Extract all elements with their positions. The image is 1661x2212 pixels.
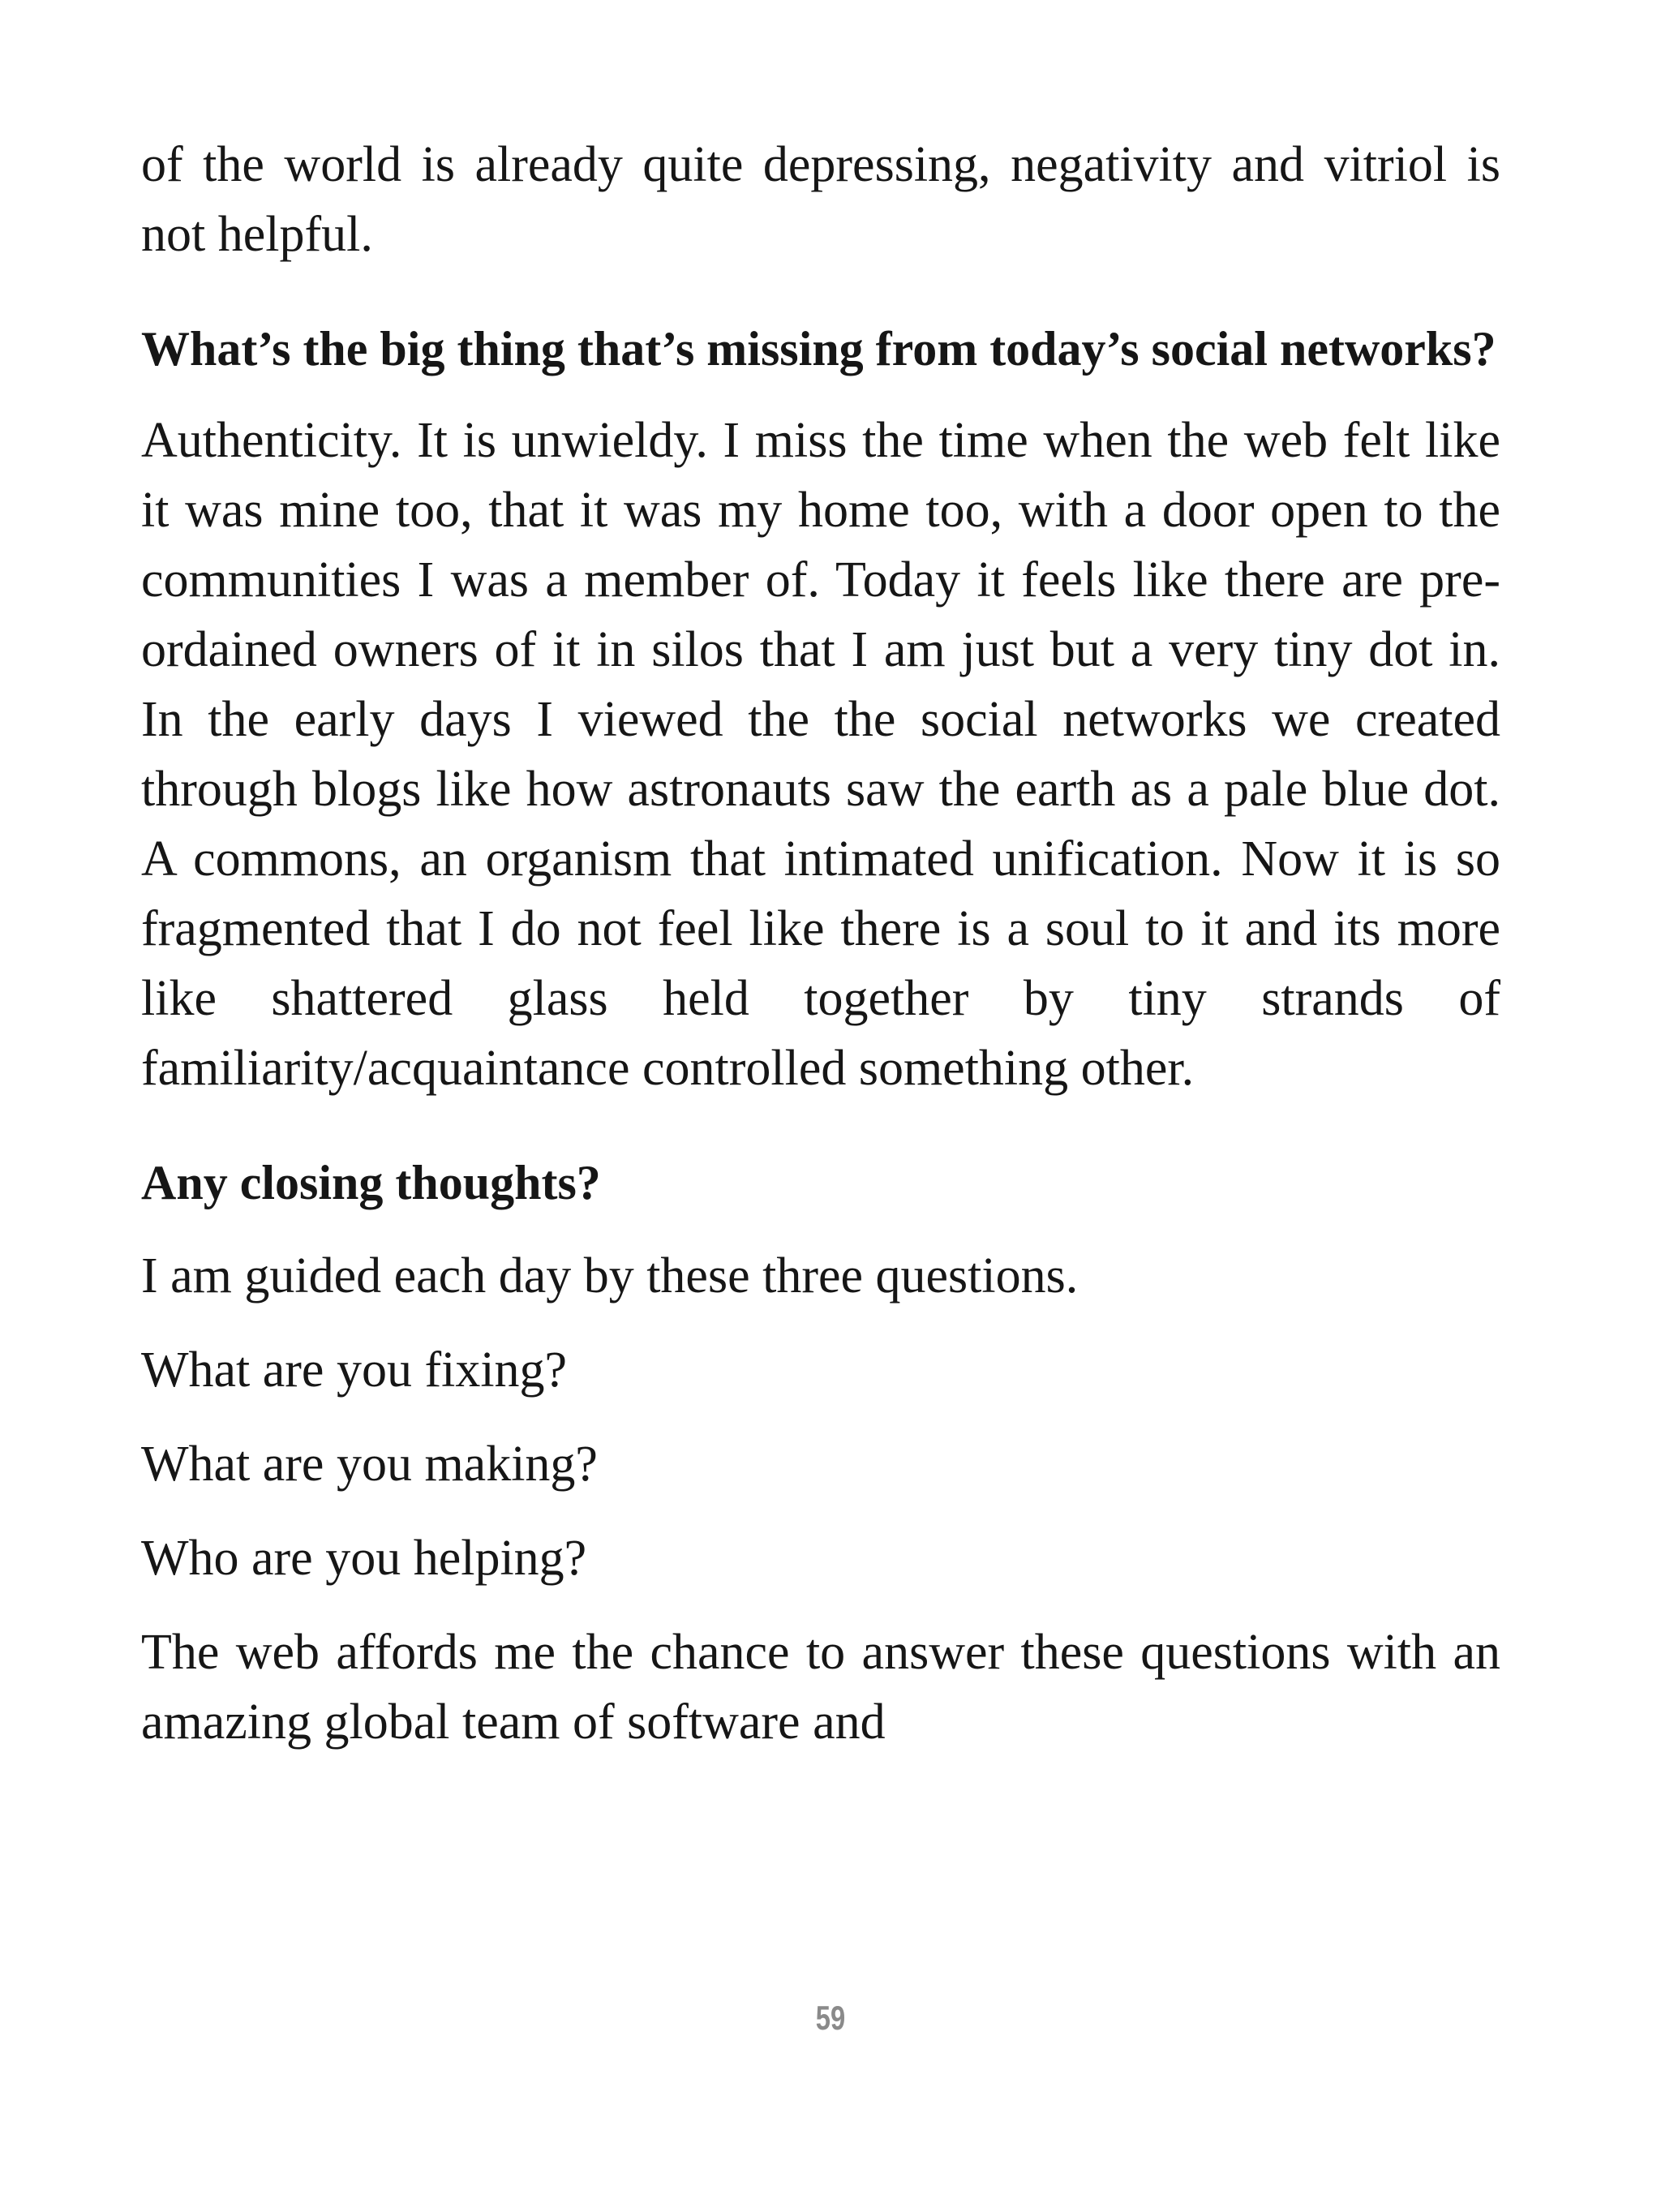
spacer — [141, 1499, 1500, 1523]
question-line-fixing: What are you fixing? — [141, 1342, 568, 1398]
answer-paragraph-guided: I am guided each day by these three questions. — [141, 1248, 1079, 1304]
answer-paragraph-web: The web affords me the chance to answer these questions with an amazing global team of software and — [141, 1625, 1500, 1750]
question-line-making: What are you making? — [141, 1437, 598, 1492]
spacer — [141, 1311, 1500, 1335]
spacer — [141, 1103, 1500, 1149]
spacer — [141, 383, 1500, 406]
paragraph-intro-continuation: of the world is already quite depressing, negativity and vitriol is not helpful. — [141, 137, 1500, 262]
spacer — [141, 269, 1500, 315]
question-line-helping: Who are you helping? — [141, 1531, 587, 1586]
spacer — [141, 1405, 1500, 1429]
spacer — [141, 1593, 1500, 1617]
question-heading-closing: Any closing thoughts? — [141, 1156, 601, 1209]
page-number: 59 — [815, 1999, 846, 2037]
spacer — [141, 1217, 1500, 1241]
page-body — [141, 130, 1500, 1757]
answer-paragraph-authenticity: Authenticity. It is unwieldy. I miss the time when the web felt like it was mine too, that it was my home too, with a door open to the communities I was a member of. Today it feels like there are pre-ordained owners of it in silos that I am just but a very tiny dot in. In the early days I viewed the the social networks we created through blogs like how astronauts saw the earth as a pale blue dot. A commons, an organism that intimated unification. Now it is so fragmented that I do not feel like there is a soul to it and its more like shattered glass held together by tiny strands of familiarity/acquaintance controlled something other. — [141, 413, 1500, 1096]
question-heading-missing: What’s the big thing that’s missing from today’s social networks? — [141, 322, 1496, 376]
